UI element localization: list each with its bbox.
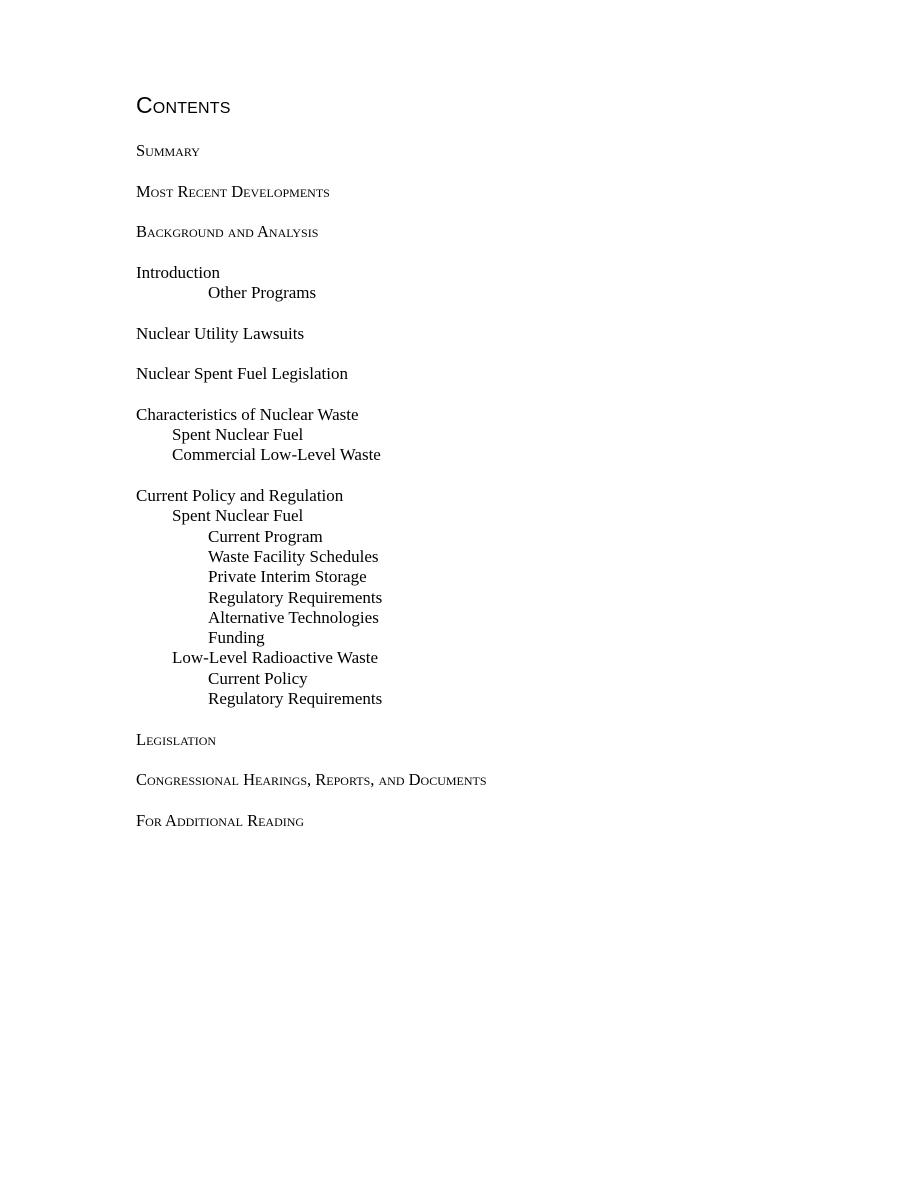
toc-entry[interactable]: Alternative Technologies [208, 607, 379, 627]
toc-entry[interactable]: Spent Nuclear Fuel [172, 425, 304, 445]
toc-entry[interactable]: Introduction [136, 262, 221, 282]
toc-entry[interactable]: Nuclear Utility Lawsuits [136, 323, 305, 343]
toc-entry[interactable]: Characteristics of Nuclear Waste [136, 404, 359, 424]
toc-entry[interactable]: Congressional Hearings, Reports, and Documents [136, 770, 487, 790]
toc-entry[interactable]: Private Interim Storage [208, 567, 367, 587]
toc-entry[interactable]: Commercial Low-Level Waste [172, 445, 381, 465]
toc-entry[interactable]: Background and Analysis [136, 222, 319, 242]
toc-entry[interactable]: Waste Facility Schedules [208, 546, 379, 566]
toc-entry[interactable]: Other Programs [208, 283, 317, 303]
toc-entry[interactable]: Low-Level Radioactive Waste [172, 648, 379, 668]
toc-entry[interactable]: Legislation [136, 729, 217, 749]
toc-entry[interactable]: Nuclear Spent Fuel Legislation [136, 364, 348, 384]
toc-entry[interactable]: Regulatory Requirements [208, 587, 383, 607]
table-of-contents [136, 141, 836, 831]
toc-entry[interactable]: Funding [208, 628, 265, 648]
toc-entry[interactable]: Current Policy [208, 668, 308, 688]
toc-entry[interactable]: Regulatory Requirements [208, 689, 383, 709]
toc-entry[interactable]: Summary [136, 141, 200, 160]
page-title: Contents [136, 92, 231, 118]
toc-entry[interactable]: Most Recent Developments [136, 181, 330, 201]
toc-entry[interactable]: For Additional Reading [136, 810, 305, 830]
toc-entry[interactable]: Current Policy and Regulation [136, 486, 344, 506]
toc-entry[interactable]: Spent Nuclear Fuel [172, 506, 304, 526]
toc-entry[interactable]: Current Program [208, 526, 323, 546]
